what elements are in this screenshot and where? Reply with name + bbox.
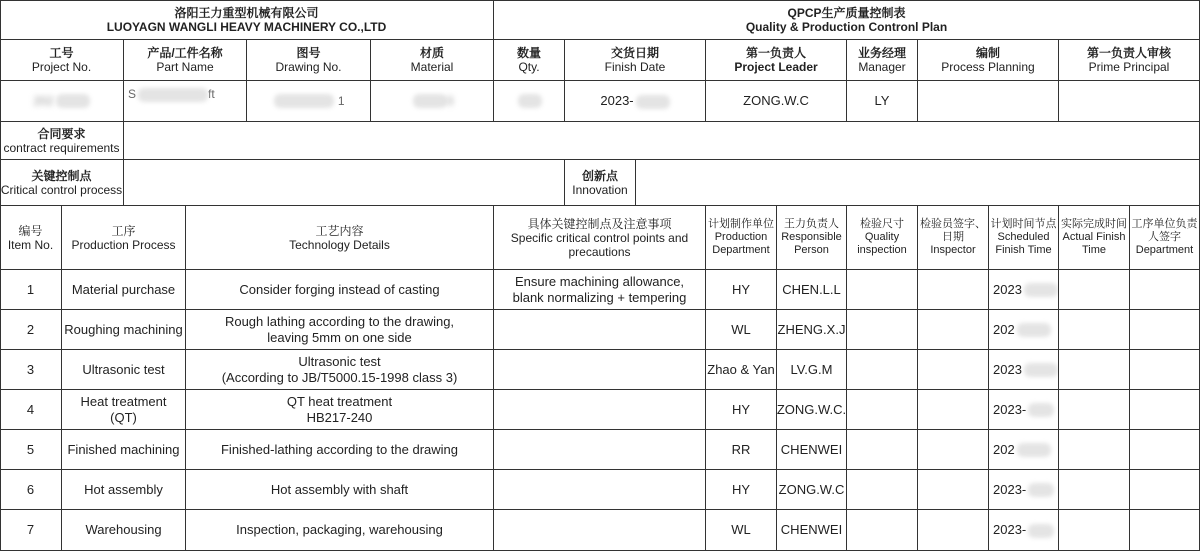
table-row-3-department [1130,350,1200,390]
table-row-6-scheduled: 2023- [989,470,1059,510]
hdr-manager: 业务经理 Manager [847,40,918,81]
table-row-6-quality [847,470,918,510]
table-row-4-process: Heat treatment (QT) [62,390,186,430]
table-row-7-person: CHENWEI [777,510,847,551]
table-row-1-actual [1059,270,1130,310]
val-part-name: S ft [124,81,247,122]
val-qty [494,81,565,122]
table-row-5-person: CHENWEI [777,430,847,470]
table-row-4-no: 4 [0,390,62,430]
hdr-project-no: 工号 Project No. [0,40,124,81]
val-project-leader: ZONG.W.C [706,81,847,122]
table-row-5-quality [847,430,918,470]
table-row-2-quality [847,310,918,350]
table-row-7-department [1130,510,1200,551]
innovation-label: 创新点 Innovation [565,160,636,206]
company-name-zh: 洛阳王力重型机械有限公司 [174,5,319,20]
table-row-2-person: ZHENG.X.J [777,310,847,350]
company-header [0,0,494,40]
table-row-1-tech: Consider forging instead of casting [186,270,494,310]
plan-header [494,0,1200,40]
table-row-1-inspector [918,270,989,310]
table-row-1-no: 1 [0,270,62,310]
table-row-7-no: 7 [0,510,62,551]
table-row-2-scheduled: 202 [989,310,1059,350]
table-row-3-tech: Ultrasonic test (According to JB/T5000.15-1998 class 3) [186,350,494,390]
table-row-3-inspector [918,350,989,390]
table-row-3-quality [847,350,918,390]
table-row-5-scheduled: 202 [989,430,1059,470]
table-row-5-department [1130,430,1200,470]
table-row-3-actual [1059,350,1130,390]
table-row-1-dept: HY [706,270,777,310]
table-row-7-actual [1059,510,1130,551]
table-row-4-control [494,390,706,430]
hdr-process-planning: 编制 Process Planning [918,40,1059,81]
val-manager: LY [847,81,918,122]
ph-production-dept: 计划制作单位 Production Department [706,206,777,270]
table-row-4-actual [1059,390,1130,430]
ph-control-points: 具体关键控制点及注意事项 Specific critical control points and precautions [494,206,706,270]
table-row-5-control [494,430,706,470]
ph-technology-details: 工艺内容 Technology Details [186,206,494,270]
table-row-7-inspector [918,510,989,551]
table-row-1-process: Material purchase [62,270,186,310]
table-row-6-dept: HY [706,470,777,510]
ph-item-no: 编号 Item No. [0,206,62,270]
table-row-6-control [494,470,706,510]
ph-production-process: 工序 Production Process [62,206,186,270]
table-row-4-dept: HY [706,390,777,430]
table-row-2-department [1130,310,1200,350]
table-row-2-dept: WL [706,310,777,350]
table-row-3-person: LV.G.M [777,350,847,390]
val-finish-date: 2023- [565,81,706,122]
table-row-6-no: 6 [0,470,62,510]
ph-scheduled-finish: 计划时间节点 Scheduled Finish Time [989,206,1059,270]
innovation-value [636,160,1200,206]
critical-label: 关键控制点 Critical control process [0,160,124,206]
plan-title-en: Quality & Production Contronl Plan [745,19,948,34]
table-row-4-tech: QT heat treatment HB217-240 [186,390,494,430]
table-row-3-process: Ultrasonic test [62,350,186,390]
table-row-6-process: Hot assembly [62,470,186,510]
table-row-4-scheduled: 2023- [989,390,1059,430]
val-prime-principal [1059,81,1200,122]
critical-value [124,160,565,206]
hdr-qty: 数量 Qty. [494,40,565,81]
table-row-7-control [494,510,706,551]
hdr-material: 材质 Material [371,40,494,81]
table-row-2-actual [1059,310,1130,350]
table-row-2-tech: Rough lathing according to the drawing, leaving 5mm on one side [186,310,494,350]
table-row-3-dept: Zhao & Yan [706,350,777,390]
hdr-project-leader: 第一负责人 Project Leader [706,40,847,81]
table-row-6-actual [1059,470,1130,510]
table-row-7-process: Warehousing [62,510,186,551]
company-name-en: LUOYAGN WANGLI HEAVY MACHINERY CO.,LTD [106,19,387,34]
table-row-7-scheduled: 2023- [989,510,1059,551]
table-row-7-quality [847,510,918,551]
ph-inspector: 检验员签字、日期 Inspector [918,206,989,270]
plan-title-zh: QPCP生产质量控制表 [787,5,906,20]
table-row-7-tech: Inspection, packaging, warehousing [186,510,494,551]
table-row-5-tech: Finished-lathing according to the drawing [186,430,494,470]
table-row-4-department [1130,390,1200,430]
val-process-planning [918,81,1059,122]
table-row-2-no: 2 [0,310,62,350]
hdr-prime-principal: 第一负责人审核 Prime Principal [1059,40,1200,81]
table-row-5-dept: RR [706,430,777,470]
hdr-part-name: 产品/工件名称 Part Name [124,40,247,81]
table-row-1-scheduled: 2023 [989,270,1059,310]
val-project-no: 202 [0,81,124,122]
ph-responsible-person: 王力负责人 Responsible Person [777,206,847,270]
table-row-6-inspector [918,470,989,510]
table-row-4-inspector [918,390,989,430]
table-row-5-process: Finished machining [62,430,186,470]
table-row-1-department [1130,270,1200,310]
ph-actual-finish: 实际完成时间 Actual Finish Time [1059,206,1130,270]
table-row-5-no: 5 [0,430,62,470]
ph-department: 工序单位负责人签字 Department [1130,206,1200,270]
table-row-1-control: Ensure machining allowance, blank normalizing + tempering [494,270,706,310]
table-row-7-dept: WL [706,510,777,551]
table-row-2-inspector [918,310,989,350]
table-row-3-control [494,350,706,390]
table-row-6-department [1130,470,1200,510]
table-row-4-quality [847,390,918,430]
ph-quality-inspection: 检验尺寸 Quality inspection [847,206,918,270]
table-row-6-tech: Hot assembly with shaft [186,470,494,510]
val-material: 3 [371,81,494,122]
table-row-3-no: 3 [0,350,62,390]
table-row-1-quality [847,270,918,310]
table-row-4-person: ZONG.W.C. [777,390,847,430]
table-row-5-inspector [918,430,989,470]
val-drawing-no: 1 [247,81,371,122]
contract-label: 合同要求 contract requirements [0,122,124,160]
hdr-finish-date: 交货日期 Finish Date [565,40,706,81]
contract-value [124,122,1200,160]
table-row-5-actual [1059,430,1130,470]
table-row-6-person: ZONG.W.C [777,470,847,510]
table-row-1-person: CHEN.L.L [777,270,847,310]
table-row-2-control [494,310,706,350]
table-row-2-process: Roughing machining [62,310,186,350]
hdr-drawing-no: 图号 Drawing No. [247,40,371,81]
table-row-3-scheduled: 2023 [989,350,1059,390]
